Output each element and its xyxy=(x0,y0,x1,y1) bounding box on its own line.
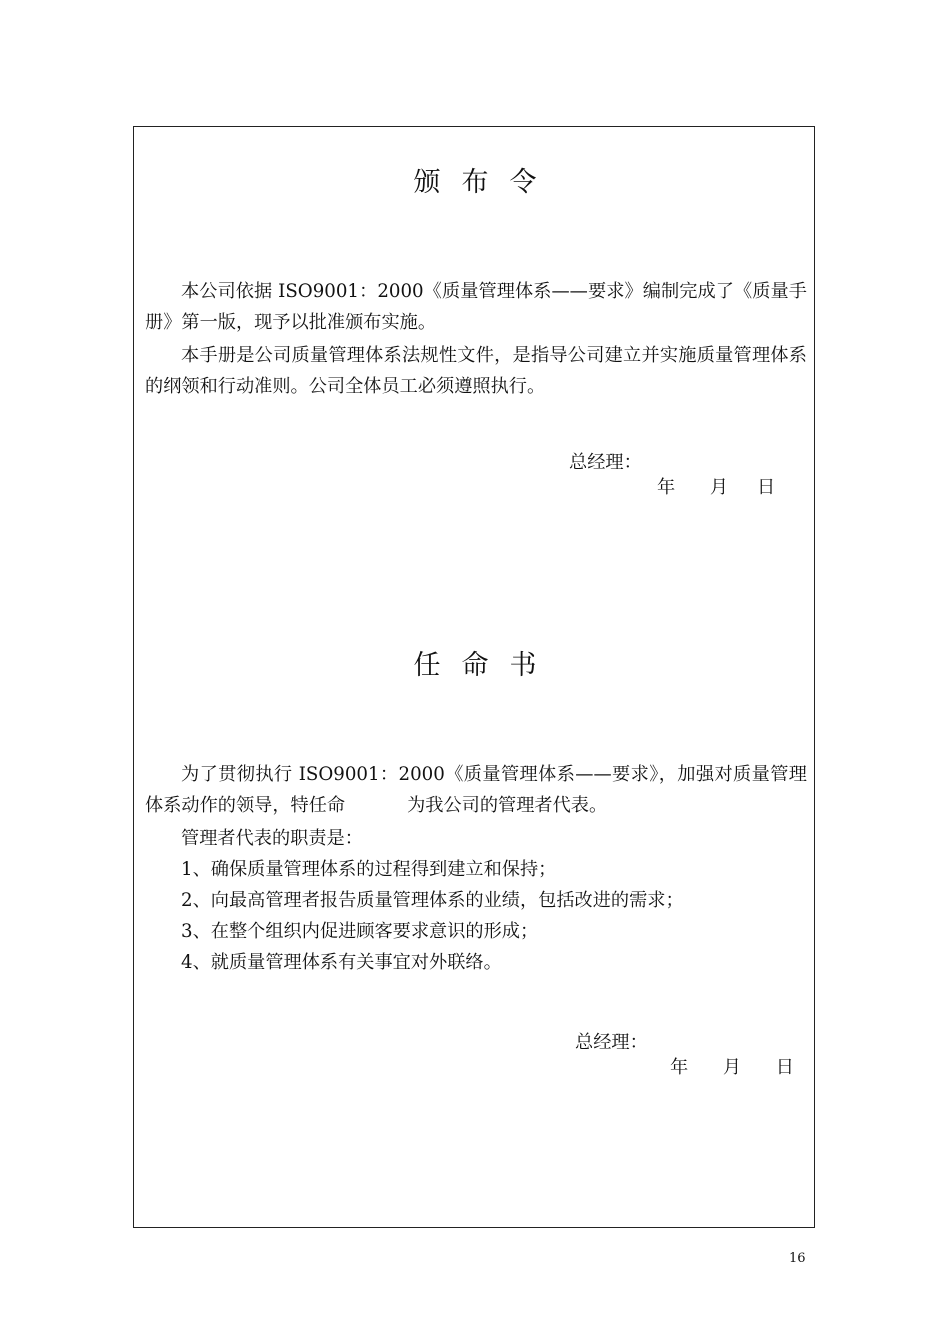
duty-item-1: 1、确保质量管理体系的过程得到建立和保持； xyxy=(181,859,557,880)
duties-heading: 管理者代表的职责是： xyxy=(181,828,363,849)
appointment-paragraph-1 xyxy=(145,759,807,821)
appointment-signature-label: 总经理： xyxy=(575,1032,648,1053)
appointment-paragraph-1-after: 为我公司的管理者代表。 xyxy=(407,795,608,816)
appointment-title: 任命书 xyxy=(413,650,558,681)
duty-item-3: 3、在整个组织内促进顾客要求意识的形成； xyxy=(181,921,539,942)
duty-item-4: 4、就质量管理体系有关事宜对外联络。 xyxy=(181,952,502,973)
appointment-paragraph-1-before: 为了贯彻执行 ISO9001：2000《质量管理体系——要求》，加强对质量管理体系动作的领导，特任命 xyxy=(145,764,807,816)
promulgation-date-line: 年 月 日 xyxy=(657,477,776,498)
duty-item-2: 2、向最高管理者报告质量管理体系的业绩，包括改进的需求； xyxy=(181,890,684,911)
page-number: 16 xyxy=(789,1251,806,1266)
promulgation-paragraph-2: 本手册是公司质量管理体系法规性文件，是指导公司建立并实施质量管理体系的纲领和行动准则。公司全体员工必须遵照执行。 xyxy=(145,345,807,397)
promulgation-title: 颁布令 xyxy=(413,167,558,198)
promulgation-signature-label: 总经理： xyxy=(569,452,642,473)
appointment-date-line: 年 月 日 xyxy=(670,1057,794,1078)
promulgation-paragraph-1: 本公司依据 ISO9001：2000《质量管理体系——要求》编制完成了《质量手册》第一版，现予以批准颁布实施。 xyxy=(145,281,807,333)
